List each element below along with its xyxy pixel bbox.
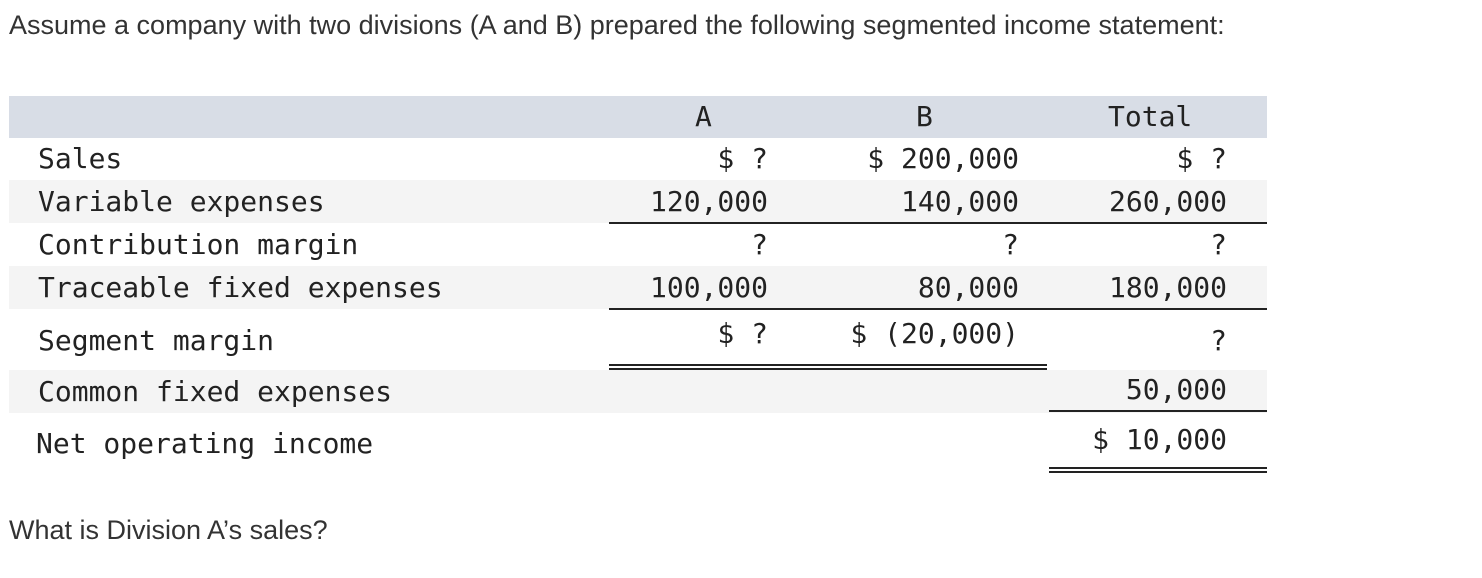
contribution-margin-a: ? xyxy=(751,228,768,261)
subtotal-rule-net-income xyxy=(1049,410,1267,412)
variable-expenses-a: 120,000 xyxy=(649,185,768,218)
segment-margin-a: $ ? xyxy=(717,317,768,350)
row-label-net-operating-income: Net operating income xyxy=(36,427,374,460)
column-header-a: A xyxy=(695,100,712,133)
traceable-fixed-a: 100,000 xyxy=(649,271,768,304)
sales-b: $ 200,000 xyxy=(867,142,1019,175)
traceable-fixed-b: 80,000 xyxy=(917,271,1019,304)
common-fixed-total: 50,000 xyxy=(1125,373,1227,406)
subtotal-rule-contribution xyxy=(609,222,1267,224)
sales-total: $ ? xyxy=(1176,142,1227,175)
net-operating-income-total: $ 10,000 xyxy=(1092,423,1227,456)
header-band xyxy=(9,96,1267,138)
row-label-variable-expenses: Variable expenses xyxy=(38,185,325,218)
column-header-total: Total xyxy=(1108,100,1193,133)
question-text: What is Division A’s sales? xyxy=(9,515,328,545)
double-rule-segment-margin xyxy=(609,364,1047,370)
row-label-segment-margin: Segment margin xyxy=(38,324,275,357)
subtotal-rule-segment xyxy=(609,308,1267,310)
contribution-margin-total: ? xyxy=(1210,228,1227,261)
row-label-traceable-fixed-expenses: Traceable fixed expenses xyxy=(38,271,443,304)
segment-margin-b: $ (20,000) xyxy=(850,317,1019,350)
row-label-sales: Sales xyxy=(38,142,123,175)
segment-margin-total: ? xyxy=(1210,324,1227,357)
contribution-margin-b: ? xyxy=(1002,228,1019,261)
row-label-common-fixed-expenses: Common fixed expenses xyxy=(38,375,393,408)
row-label-contribution-margin: Contribution margin xyxy=(38,228,359,261)
variable-expenses-b: 140,000 xyxy=(900,185,1019,218)
traceable-fixed-total: 180,000 xyxy=(1108,271,1227,304)
double-rule-net-income xyxy=(1049,467,1267,473)
variable-expenses-total: 260,000 xyxy=(1108,185,1227,218)
intro-text: Assume a company with two divisions (A and B) prepared the following segmented income statement: xyxy=(9,10,1225,40)
sales-a: $ ? xyxy=(717,142,768,175)
column-header-b: B xyxy=(916,100,933,133)
